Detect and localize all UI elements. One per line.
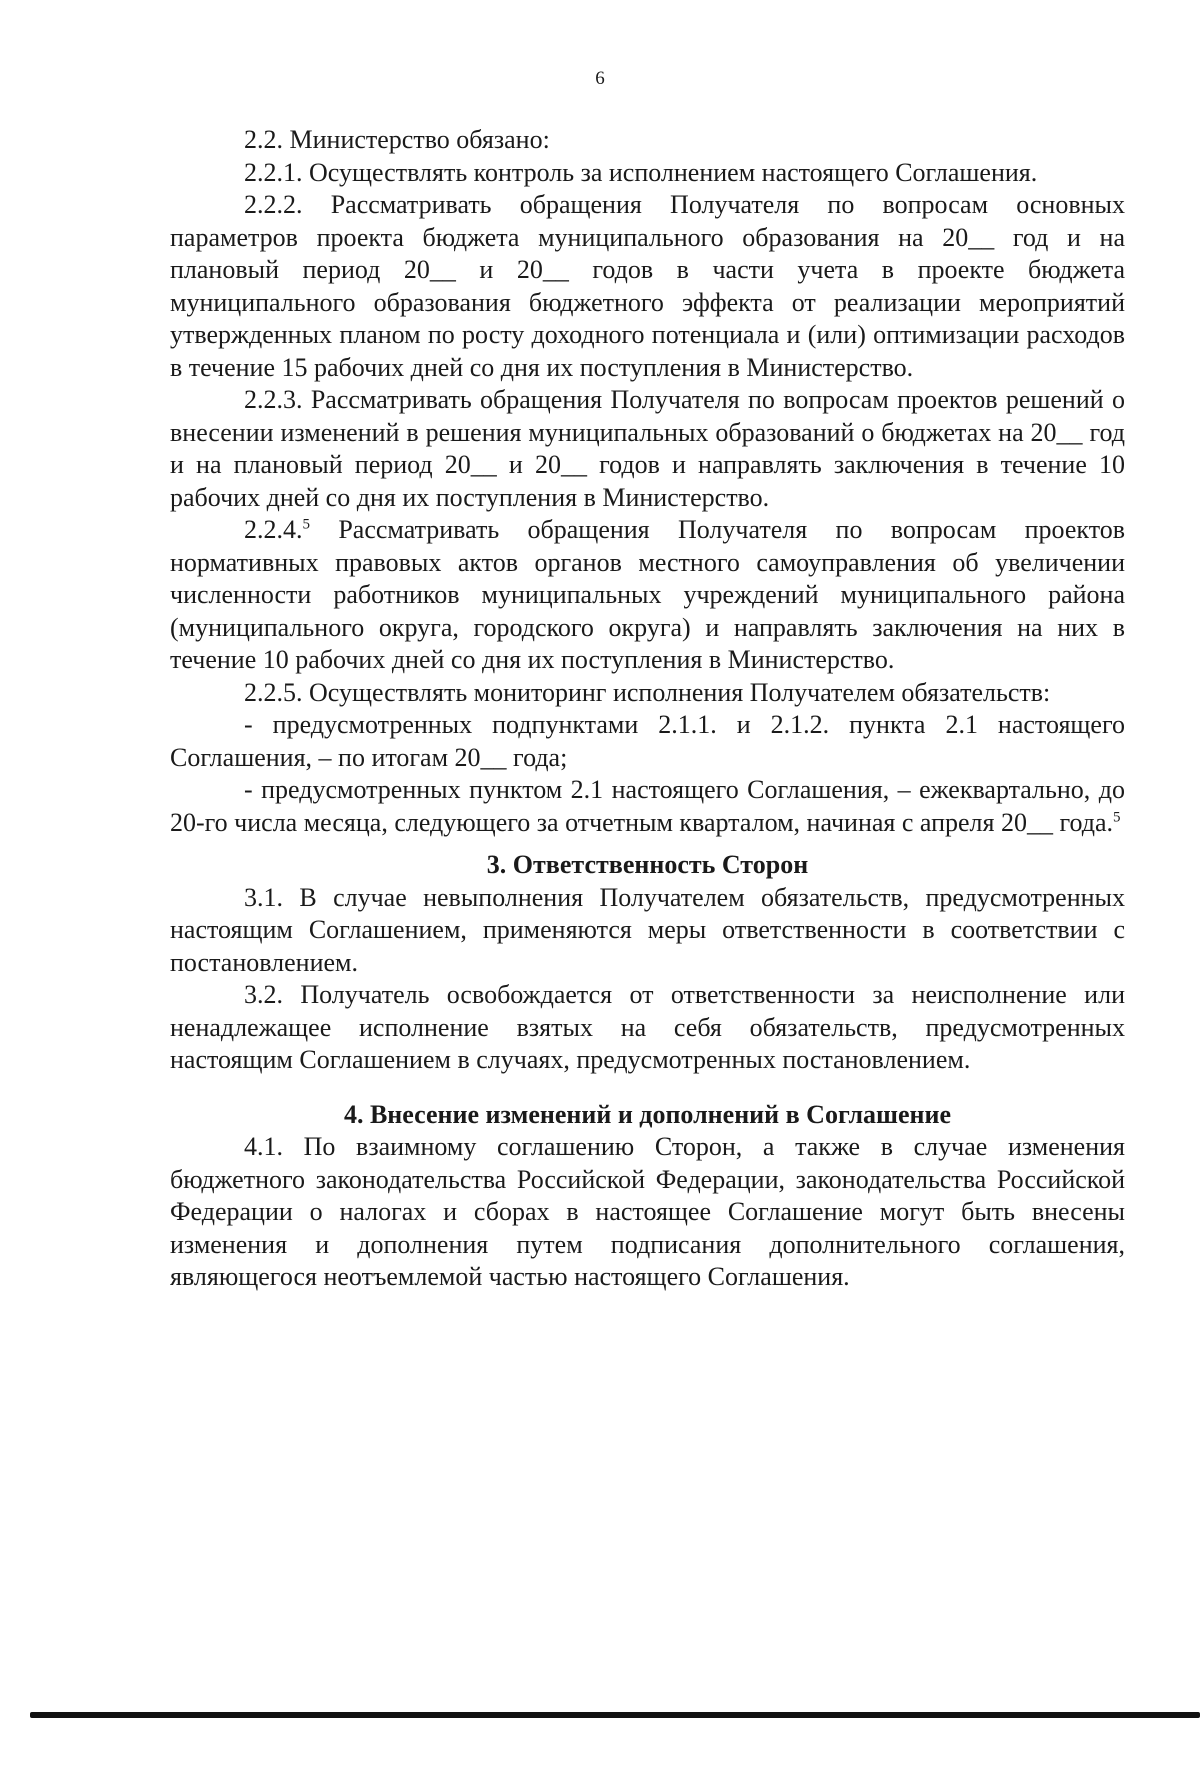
clause-2-2-2: 2.2.2. Рассматривать обращения Получателя по вопросам основных параметров проекта бюджета муниципального образования на 20__ год и на плановый период 20__ и 20__ годов в части учета в проекте бюджета муниципального образования бюджетного эффекта от реализации мероприятий утвержденных планом по росту доходного потенциала и (или) оптимизации расходов в течение 15 рабочих дней со дня их поступления в Министерство. (170, 190, 1125, 382)
clause-3-2: 3.2. Получатель освобождается от ответственности за неисполнение или ненадлежащее исполнение взятых на себя обязательств, предусмотренных настоящим Соглашением в случаях, предусмотренных постановлением. (170, 980, 1125, 1074)
document-body (170, 124, 1125, 1294)
clause-2-2-4-number: 2.2.4. (244, 515, 303, 544)
clause-4-1: 4.1. По взаимному соглашению Сторон, а также в случае изменения бюджетного законодательства Российской Федерации, законодательства Российской Федерации о налогах и сборах в настоящее Соглашение могут быть внесены изменения и дополнения путем подписания дополнительного соглашения, являющегося неотъемлемой частью настоящего Соглашения. (170, 1132, 1125, 1291)
section-heading-3: 3. Ответственность Сторон (486, 850, 809, 879)
clause-2-2-4-text: Рассматривать обращения Получателя по вопросам проектов нормативных правовых актов органов местного самоуправления об увеличении численности работников муниципальных учреждений муниципального района (муниципального округа, городского округа) и направлять заключения на них в течение 10 рабочих дней со дня их поступления в Министерство. (170, 515, 1125, 674)
footnote-ref: 5 (302, 516, 310, 533)
footnote-ref: 5 (1113, 808, 1121, 825)
clause-2-2: 2.2. Министерство обязано: (244, 125, 550, 154)
bullet-item-2-text: - предусмотренных пунктом 2.1 настоящего Соглашения, – ежеквартально, до 20-го числа месяца, следующего за отчетным кварталом, начиная с апреля 20__ года. (170, 775, 1125, 837)
clause-2-2-1: 2.2.1. Осуществлять контроль за исполнением настоящего Соглашения. (244, 157, 1038, 187)
clause-2-2-3: 2.2.3. Рассматривать обращения Получателя по вопросам проектов решений о внесении изменений в решения муниципальных образований о бюджетах на 20__ год и на плановый период 20__ и 20__ годов и направлять заключения в течение 10 рабочих дней со дня их поступления в Министерство. (170, 385, 1125, 512)
clause-3-1: 3.1. В случае невыполнения Получателем обязательств, предусмотренных настоящим Соглашением, применяются меры ответственности в соответствии с постановлением. (170, 882, 1125, 977)
clause-2-2-4 (170, 514, 1125, 677)
section-heading-4: 4. Внесение изменений и дополнений в Соглашение (343, 1099, 952, 1129)
page-number: 6 (595, 68, 605, 89)
bullet-item-1: - предусмотренных подпунктами 2.1.1. и 2.1.2. пункта 2.1 настоящего Соглашения, – по итогам 20__ года; (170, 710, 1125, 772)
bottom-scan-edge (30, 1712, 1200, 1718)
clause-2-2-5: 2.2.5. Осуществлять мониторинг исполнения Получателем обязательств: (244, 677, 1051, 707)
bullet-item-2 (170, 774, 1125, 839)
